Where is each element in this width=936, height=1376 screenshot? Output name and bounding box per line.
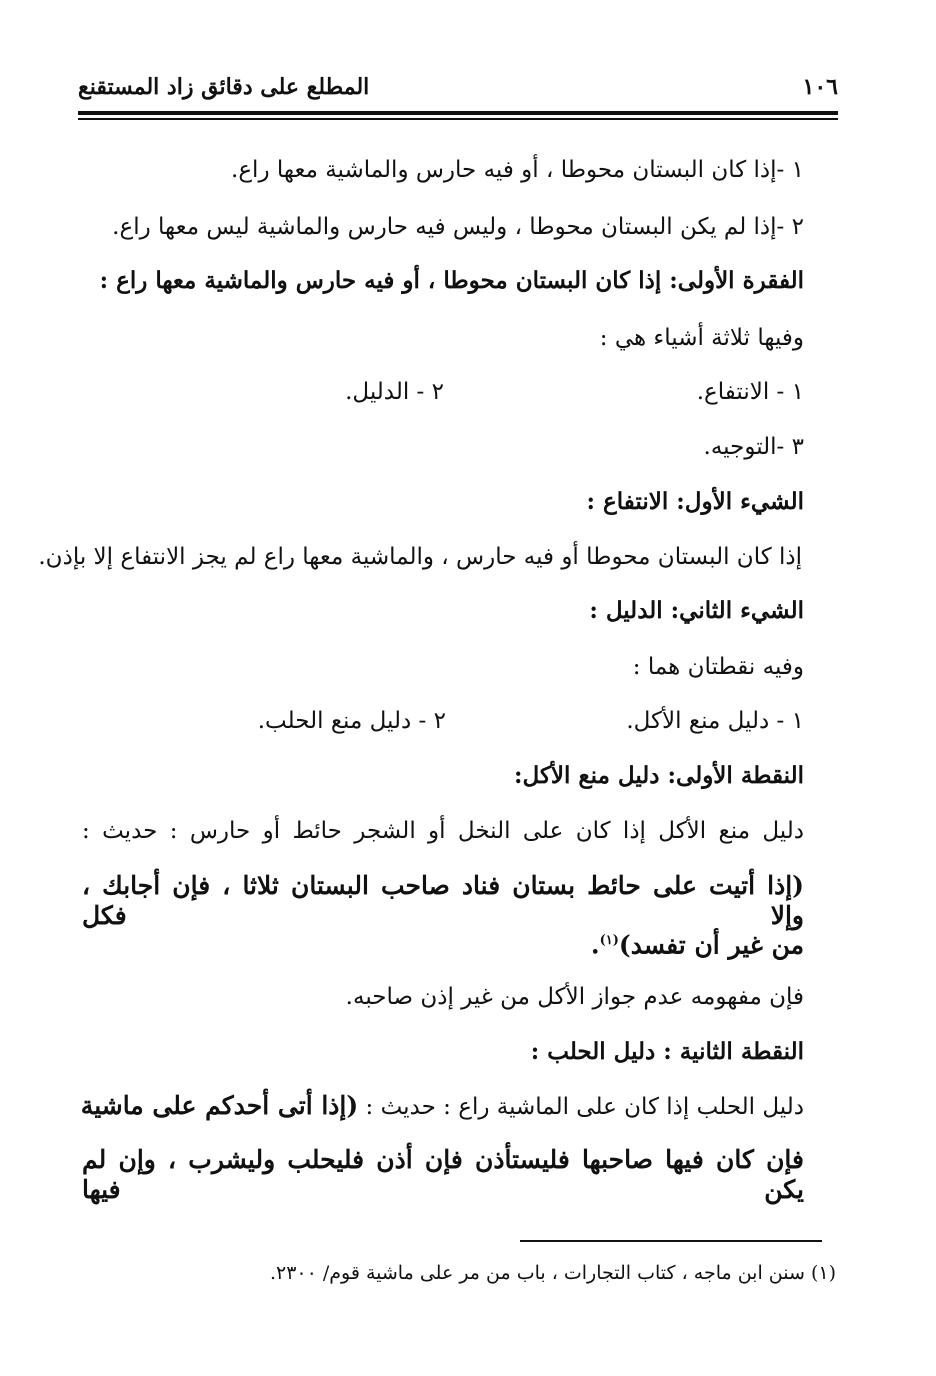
list-item-eating-evidence: ١ - دليل منع الأكل. — [626, 708, 804, 734]
heading-first-thing: الشيء الأول: الانتفاع : — [586, 488, 804, 515]
list-item-evidence: ٢ - الدليل. — [345, 379, 444, 405]
paragraph-benefit: إذا كان البستان محوطا أو فيه حارس ، والماشية معها راع لم يجز الانتفاع إلا بإذن. — [38, 544, 802, 570]
milking-intro: دليل الحلب إذا كان على الماشية راع : حديث : — [365, 1094, 804, 1120]
footnote: (١) سنن ابن ماجه ، كتاب التجارات ، باب من مر على ماشية قوم/ ٢٣٠٠. — [269, 1262, 836, 1284]
page-header — [78, 70, 838, 110]
heading-second-thing: الشيء الثاني: الدليل : — [589, 597, 804, 624]
hadith-quote-end: من غير أن تفسد) — [618, 930, 804, 960]
hadith-quote-line-1: (إذا أتيت على حائط بستان فناد صاحب البستان ثلاثا ، فإن أجابك ، وإلا فكل — [82, 871, 804, 930]
running-title: المطلع على دقائق زاد المستقنع — [78, 74, 370, 100]
intro-two-points: وفيه نقطتان هما : — [632, 654, 804, 680]
heading-second-point: النقطة الثانية : دليل الحلب : — [530, 1038, 804, 1065]
section-heading-first-clause: الفقرة الأولى: إذا كان البستان محوطا ، أو فيه حارس والماشية معها راع : — [99, 267, 804, 294]
footnote-separator — [520, 1240, 822, 1242]
header-rule-thick — [78, 111, 838, 115]
page-number: ١٠٦ — [802, 74, 838, 100]
header-rule-thin — [78, 118, 838, 120]
list-item-direction: ٣ -التوجيه. — [703, 434, 804, 460]
list-item-benefit: ١ - الانتفاع. — [696, 379, 804, 405]
hadith-quote-line-2 — [591, 926, 804, 960]
heading-first-point: النقطة الأولى: دليل منع الأكل: — [514, 762, 804, 789]
condition-2: ٢ -إذا لم يكن البستان محوطا ، وليس فيه حارس والماشية ليس معها راع. — [112, 214, 804, 240]
paragraph-milking-evidence — [82, 1091, 804, 1122]
milking-hadith-start: (إذا أتى أحدكم على ماشية — [80, 1091, 359, 1120]
list-item-milking-evidence: ٢ - دليل منع الحلب. — [257, 708, 446, 734]
sentence-end: . — [590, 930, 600, 960]
paragraph-implication: فإن مفهومه عدم جواز الأكل من غير إذن صاحبه. — [345, 984, 804, 1010]
condition-1: ١ -إذا كان البستان محوطا ، أو فيه حارس والماشية معها راع. — [231, 157, 804, 183]
milking-hadith-line-2: فإن كان فيها صاحبها فليستأذن فإن أذن فليحلب وليشرب ، وإن لم يكن فيها — [82, 1145, 804, 1204]
intro-three-things: وفيها ثلاثة أشياء هي : — [599, 325, 804, 351]
paragraph-eating-evidence: دليل منع الأكل إذا كان على النخل أو الشجر حائط أو حارس : حديث : — [82, 818, 804, 844]
footnote-ref: (١) — [599, 933, 619, 948]
